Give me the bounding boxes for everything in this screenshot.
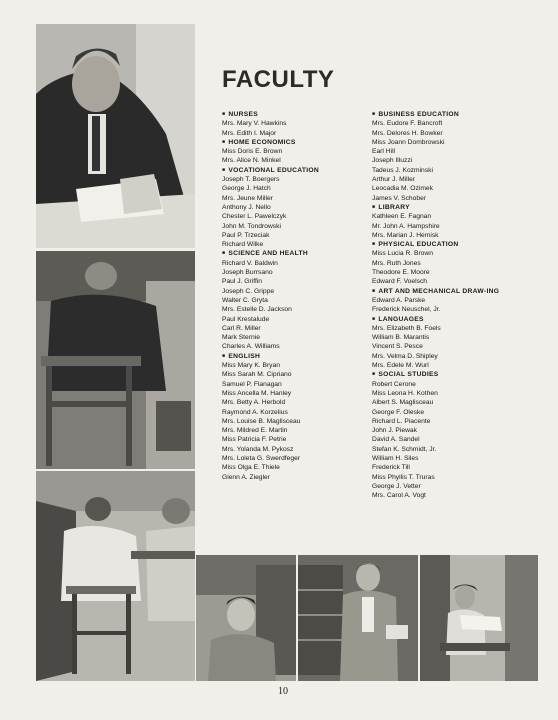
photo-man-at-desk: [36, 251, 195, 469]
faculty-name: Mrs. Delores H. Bowker: [372, 129, 443, 137]
faculty-name: Mrs. Yolanda M. Pykosz: [222, 445, 294, 453]
faculty-name: Miss Joann Dombrowski: [372, 138, 445, 146]
faculty-name: Arthur J. Miller: [372, 176, 416, 184]
faculty-name: Carl R. Miller: [222, 324, 261, 332]
faculty-section: [222, 110, 372, 138]
faculty-name: Mrs. Estelle D. Jackson: [222, 306, 292, 314]
section-heading: ■ SOCIAL STUDIES: [372, 370, 507, 379]
faculty-name: Miss Ancella M. Hanley: [222, 389, 292, 397]
faculty-name: Miss Mary K. Bryan: [222, 362, 280, 370]
faculty-name: Miss Olga E. Thiele: [222, 464, 280, 472]
faculty-name: Charles A. Williams: [222, 343, 280, 351]
faculty-list-left: [222, 110, 372, 482]
section-heading: ■ BUSINESS EDUCATION: [372, 110, 507, 119]
faculty-name: George J. Vetter: [372, 482, 421, 490]
faculty-name: Anthony J. Nello: [222, 203, 271, 211]
faculty-name: Joseph T. Boergers: [222, 176, 280, 184]
faculty-name: Miss Sarah M. Cipriano: [222, 371, 292, 379]
faculty-name: Leocadia M. Ozimek: [372, 185, 433, 193]
faculty-name: Frederick Till: [372, 464, 410, 472]
faculty-name: Mrs. Betty A. Herbold: [222, 399, 286, 407]
section-heading: ■ ENGLISH: [222, 352, 372, 361]
faculty-name: Mrs. Alice N. Minkel: [222, 157, 281, 165]
faculty-name: Mr. John A. Hampshire: [372, 222, 440, 230]
faculty-name: Mrs. Velma D. Shipley: [372, 352, 438, 360]
faculty-name: Miss Leona H. Kothen: [372, 389, 438, 397]
section-heading: ■ LANGUAGES: [372, 315, 507, 324]
faculty-name: Joseph Burrsano: [222, 269, 273, 277]
faculty-name: John M. Tondrowski: [222, 222, 281, 230]
faculty-name: Joseph C. Grippe: [222, 287, 275, 295]
section-heading: ■ HOME ECONOMICS: [222, 138, 372, 147]
faculty-list-right: [372, 110, 507, 500]
faculty-name: Stefan K. Schmidt, Jr.: [372, 445, 437, 453]
faculty-name: Miss Patricia F. Petrie: [222, 436, 287, 444]
section-heading: ■ SCIENCE AND HEALTH: [222, 249, 372, 258]
faculty-name: Mrs. Eudore F. Bancroft: [372, 120, 443, 128]
faculty-name: Walter C. Gryta: [222, 296, 268, 304]
faculty-name: Mrs. Edele M. Wurl: [372, 362, 429, 370]
photo-students-at-table: [36, 471, 195, 681]
faculty-name: Vincent S. Pesce: [372, 343, 423, 351]
faculty-name: Mrs. Edith I. Major: [222, 129, 277, 137]
faculty-section: [372, 287, 507, 315]
faculty-name: Mrs. Mildred E. Martin: [222, 427, 288, 435]
section-heading: ■ PHYSICAL EDUCATION: [372, 240, 507, 249]
faculty-name: George F. Oleske: [372, 408, 425, 416]
faculty-name: Miss Phyllis T. Truras: [372, 473, 435, 481]
faculty-name: Mrs. Jeune Miller: [222, 194, 273, 202]
faculty-name: Mrs. Marian J. Hemisk: [372, 231, 439, 239]
faculty-name: Samuel P. Flanagan: [222, 380, 282, 388]
faculty-name: Kathleen E. Fagnan: [372, 213, 432, 221]
faculty-section: [372, 240, 507, 286]
faculty-name: Richard Wilke: [222, 241, 264, 249]
faculty-section: [222, 249, 372, 351]
faculty-name: Miss Doris E. Brown: [222, 148, 283, 156]
faculty-name: Chester L. Pawelczyk: [222, 213, 287, 221]
faculty-name: Richard V. Baldwin: [222, 259, 278, 267]
faculty-section: [372, 110, 507, 203]
faculty-section: [372, 370, 507, 500]
faculty-name: Edward F. Voelsch: [372, 278, 428, 286]
section-heading: ■ ART AND MECHANICAL DRAW-ING: [372, 287, 507, 296]
faculty-name: Mrs. Mary V. Hawkins: [222, 120, 287, 128]
faculty-name: Miss Lucia R. Brown: [372, 250, 433, 258]
faculty-name: Mrs. Loleta G. Swerdfeger: [222, 454, 301, 462]
faculty-name: Albert S. Maglisceau: [372, 399, 434, 407]
faculty-name: Joseph Illuzzi: [372, 157, 413, 165]
faculty-name: Edward A. Parske: [372, 296, 426, 304]
faculty-name: Earl Hill: [372, 148, 396, 156]
faculty-name: Glenn A. Ziegler: [222, 473, 270, 481]
faculty-name: Raymond A. Korzelius: [222, 408, 288, 416]
faculty-section: [372, 203, 507, 240]
faculty-name: Mrs. Louise B. Maglisceau: [222, 417, 301, 425]
faculty-name: Paul P. Trzeciak: [222, 231, 270, 239]
faculty-name: David A. Sandel: [372, 436, 420, 444]
photo-teacher-reading: [36, 24, 195, 248]
faculty-name: William H. Siles: [372, 454, 419, 462]
faculty-name: Mark Sternie: [222, 334, 260, 342]
section-heading: ■ LIBRARY: [372, 203, 507, 212]
faculty-name: Paul Krestalude: [222, 315, 270, 323]
photo-woman-library: [196, 555, 296, 681]
faculty-name: Frederick Neuschel, Jr.: [372, 306, 441, 314]
faculty-name: William B. Marantis: [372, 334, 430, 342]
section-heading: ■ NURSES: [222, 110, 372, 119]
faculty-name: Mrs. Ruth Jones: [372, 259, 421, 267]
photo-women-bookshelves: [298, 555, 418, 681]
photo-student-reading: [420, 555, 538, 681]
faculty-name: Robert Cerone: [372, 380, 416, 388]
faculty-name: James V. Schober: [372, 194, 427, 202]
page-number: 10: [278, 686, 288, 697]
faculty-section: [222, 166, 372, 250]
faculty-name: Richard L. Piacente: [372, 417, 431, 425]
faculty-name: Mrs. Elizabeth B. Foels: [372, 324, 441, 332]
faculty-name: Paul J. Griffin: [222, 278, 263, 286]
faculty-name: Theodore E. Moore: [372, 269, 430, 277]
page-title: FACULTY: [222, 66, 335, 93]
faculty-section: [372, 315, 507, 371]
faculty-name: Mrs. Carol A. Vogt: [372, 492, 426, 500]
faculty-section: [222, 138, 372, 166]
section-heading: ■ VOCATIONAL EDUCATION: [222, 166, 372, 175]
faculty-name: Tadeus J. Kozminski: [372, 166, 433, 174]
faculty-name: George J. Hatch: [222, 185, 271, 193]
faculty-name: John J. Piewak: [372, 427, 417, 435]
faculty-section: [222, 352, 372, 482]
